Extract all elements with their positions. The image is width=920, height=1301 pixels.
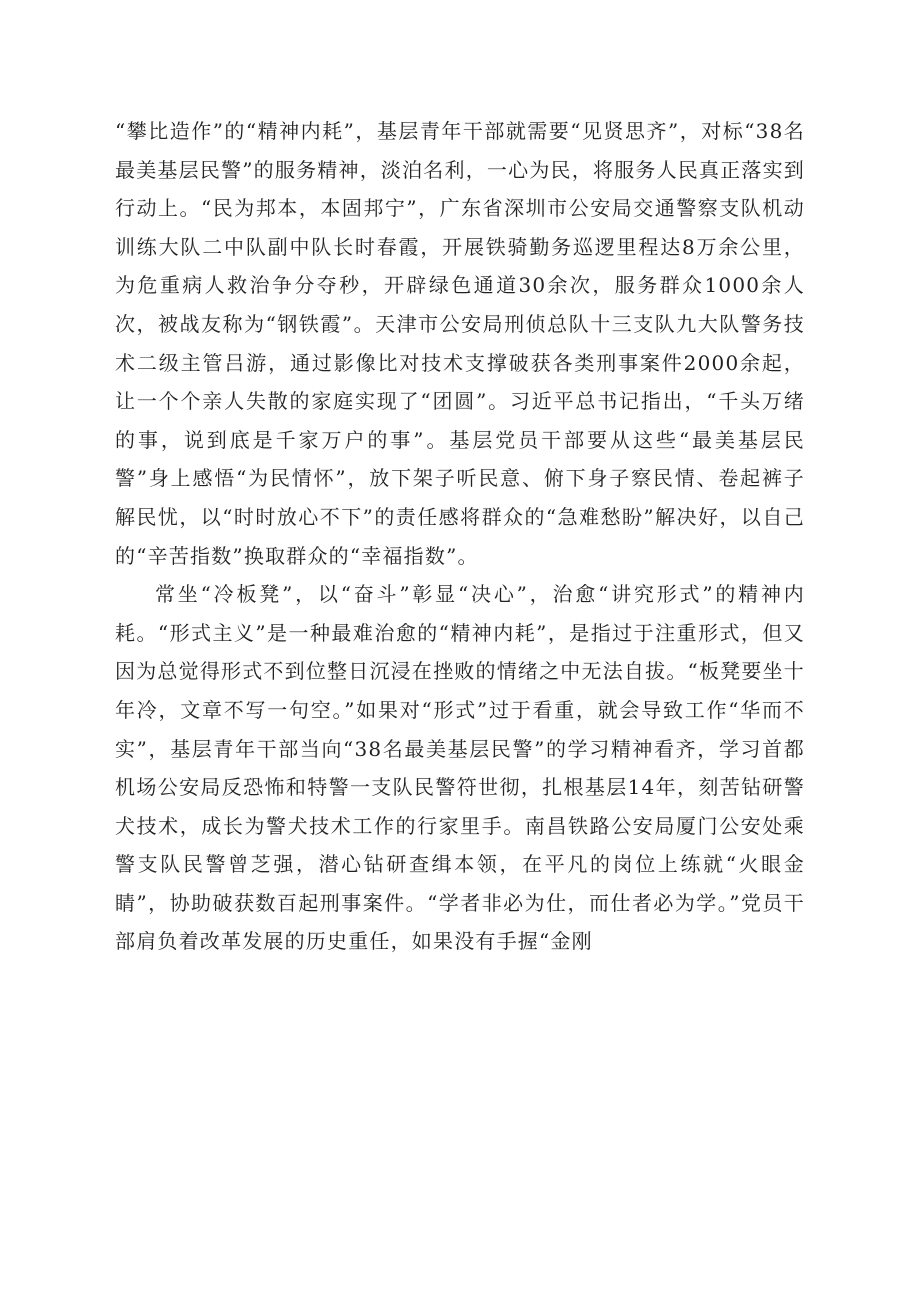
paragraph-2: 常坐“冷板凳”，以“奋斗”彰显“决心”，治愈“讲究形式”的精神内耗。“形式主义”是一种最难治愈的“精神内耗”，是指过于注重形式，但又因为总觉得形式不到位整日沉浸在挫败的情绪之中无法自拔。“板凳要坐十年冷，文章不写一句空。”如果对“形式”过于看重，就会导致工作“华而不实”，基层青年干部当向“38名最美基层民警”的学习精神看齐，学习首都机场公安局反恐怖和特警一支队民警符世彻，扎根基层14年，刻苦钻研警犬技术，成长为警犬技术工作的行家里手。南昌铁路公安局厦门公安处乘警支队民警曾芝强，潜心钻研查缉本领，在平凡的岗位上练就“火眼金睛”，协助破获数百起刑事案件。“学者非必为仕，而仕者必为学。”党员干部肩负着改革发展的历史重任，如果没有手握“金刚 xyxy=(115,582,805,954)
paragraph-1: “攀比造作”的“精神内耗”，基层青年干部就需要“见贤思齐”，对标“38名最美基层民警”的服务精神，淡泊名利，一心为民，将服务人民真正落实到行动上。“民为邦本，本固邦宁”，广东省深圳市公安局交通警察支队机动训练大队二中队副中队长时春霞，开展铁骑勤务巡逻里程达8万余公里，为危重病人救治争分夺秒，开辟绿色通道30余次，服务群众1000余人次，被战友称为“钢铁霞”。天津市公安局刑侦总队十三支队九大队警务技术二级主管吕游，通过影像比对技术支撑破获各类刑事案件2000余起，让一个个亲人失散的家庭实现了“团圆”。习近平总书记指出，“千头万绪的事，说到底是千家万户的事”。基层党员干部要从这些“最美基层民警”身上感悟“为民情怀”，放下架子听民意、俯下身子察民情、卷起裤子解民忧，以“时时放心不下”的责任感将群众的“急难愁盼”解决好，以自己的“辛苦指数”换取群众的“幸福指数”。 xyxy=(115,119,805,568)
document-body xyxy=(115,112,805,961)
